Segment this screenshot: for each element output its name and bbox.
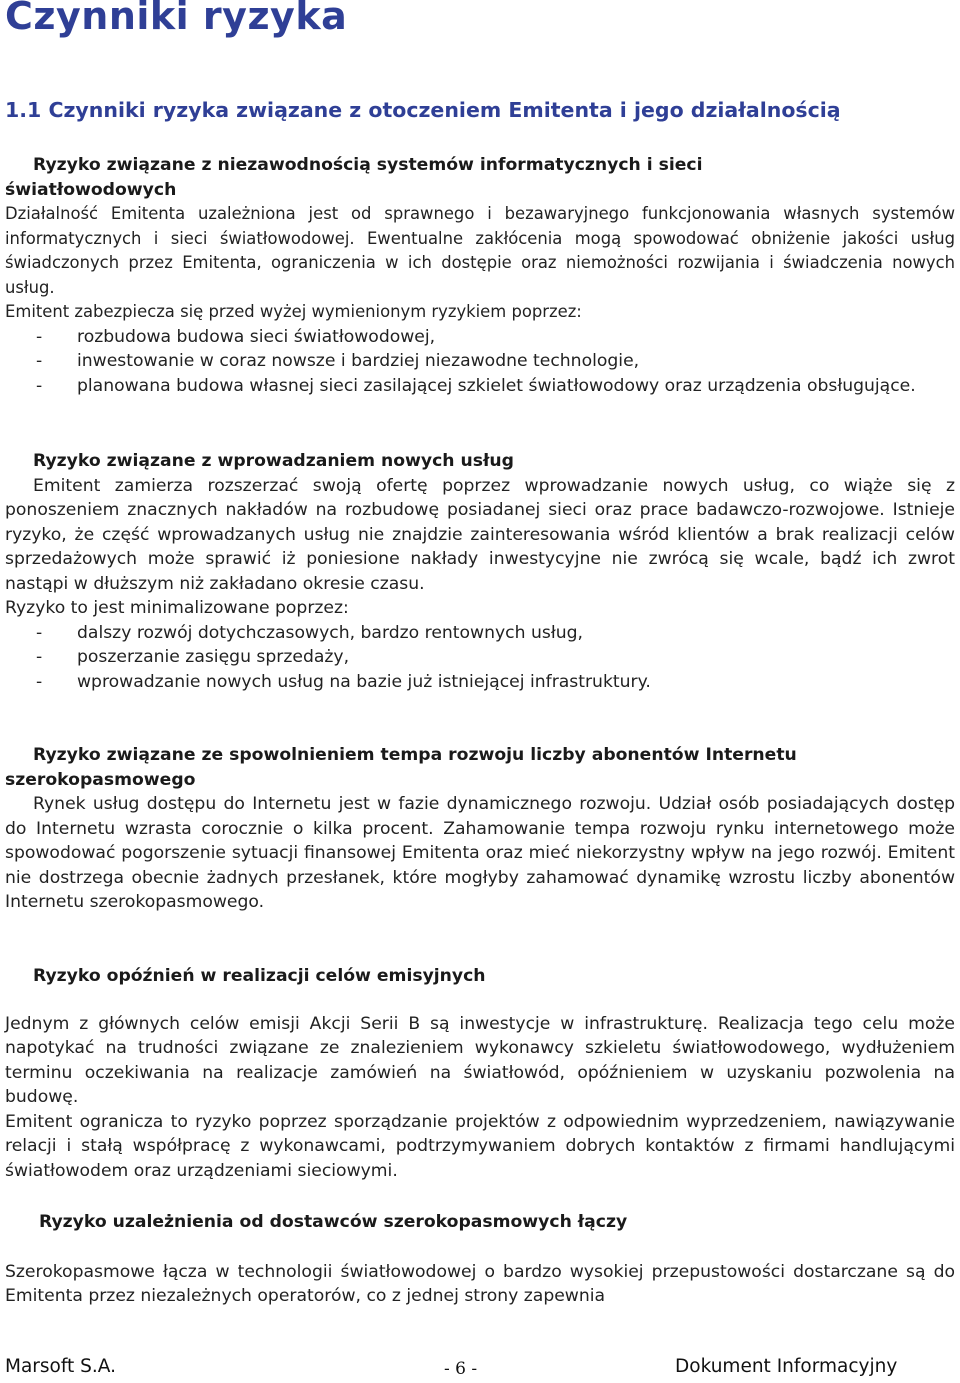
risk-section-issue-delays	[5, 964, 955, 1183]
paragraph: Jednym z głównych celów emisji Akcji Serii B są inwestycje w infrastrukturę. Realizacja tego celu może napotykać na trudności związane ze znalezieniem wykonawcy szkieletu światłowodowego, wydłużeniem terminu oczekiwania na realizacje zamówień na światłowód, opóźnieniem w uzyskaniu pozwolenia na budowę.	[5, 1013, 955, 1107]
list-item: - inwestowanie w coraz nowsze i bardziej niezawodne technologie,	[36, 351, 640, 371]
list-item: - dalszy rozwój dotychczasowych, bardzo rentownych usług,	[36, 622, 583, 643]
risk-heading: Ryzyko opóźnień w realizacji celów emisyjnych	[33, 966, 486, 986]
paragraph: Emitent zamierza rozszerzać swoją ofertę poprzez wprowadzanie nowych usług, co wiąże się z ponoszeniem znacznych nakładów na rozbudowę posiadanej sieci oraz prace badawczo-rozwojowe. Istnieje ryzyko, że część wprowadzanych usług nie znajdzie zainteresowania wśród klientów a brak realizacji celów sprzedażowych może sprawić iż poniesione nakłady inwestycyjne nie zwrócą się wcale, bądź ich zwrot nastąpi w dłuższym niż zakładano okresie czasu.	[5, 475, 955, 594]
risk-heading: Ryzyko związane ze spowolnieniem tempa rozwoju liczby abonentów Internetu szerokopasmowego	[5, 745, 797, 790]
risk-section-new-services	[5, 449, 955, 694]
risk-section-internet-growth	[5, 743, 955, 915]
list-item: - wprowadzanie nowych usług na bazie już istniejącej infrastruktury.	[36, 671, 651, 692]
risk-heading: Ryzyko związane z niezawodnością systemów informatycznych i sieci światłowodowych	[5, 155, 703, 200]
paragraph: Emitent zabezpiecza się przed wyżej wymienionym ryzykiem poprzez:	[5, 302, 582, 321]
section-title: 1.1 Czynniki ryzyka związane z otoczeniem Emitenta i jego działalnością	[5, 98, 841, 122]
list-item: - rozbudowa budowa sieci światłowodowej,	[36, 326, 436, 347]
risk-section-broadband-suppliers	[5, 1210, 955, 1309]
bullet-list	[5, 621, 955, 695]
paragraph: Rynek usług dostępu do Internetu jest w fazie dynamicznego rozwoju. Udział osób posiadających dostęp do Internetu wzrasta corocznie o kilka procent. Zahamowanie tempa rozwoju rynku internetowego może spowodować pogorszenie sytuacji finansowej Emitenta oraz mieć niekorzystny wpływ na jego rozwój. Emitent nie dostrzega obecnie żadnych przesłanek, które mogłyby zahamować dynamikę wzrostu liczby abonentów Internetu szerokopasmowego.	[5, 794, 955, 912]
footer-document-title: Dokument Informacyjny	[675, 1356, 898, 1377]
list-item: - planowana budowa własnej sieci zasilającej szkielet światłowodowy oraz urządzenia obsługujące.	[36, 375, 916, 396]
footer-page-number: - 6 -	[444, 1359, 478, 1379]
bullet-list	[5, 325, 955, 399]
footer-company: Marsoft S.A.	[5, 1356, 117, 1377]
paragraph: Działalność Emitenta uzależniona jest od sprawnego i bezawaryjnego funkcjonowania własnych systemów informatycznych i sieci światłowodowej. Ewentualne zakłócenia mogą spowodować obniżenie jakości usług świadczonych przez Emitenta, ograniczenia w ich dostępie oraz niemożności rozwijania i świadczenia nowych usług.	[5, 204, 955, 297]
chapter-title: Czynniki ryzyka	[5, 0, 348, 38]
risk-heading: Ryzyko związane z wprowadzaniem nowych usług	[33, 451, 514, 471]
paragraph: Szerokopasmowe łącza w technologii światłowodowej o bardzo wysokiej przepustowości dostarczane są do Emitenta przez niezależnych operatorów, co z jednej strony zapewnia	[5, 1261, 955, 1306]
paragraph: Ryzyko to jest minimalizowane poprzez:	[5, 598, 349, 618]
risk-section-it-systems	[5, 153, 955, 398]
list-item: - poszerzanie zasięgu sprzedaży,	[36, 647, 350, 667]
paragraph: Emitent ogranicza to ryzyko poprzez sporządzanie projektów z odpowiednim wyprzedzeniem, nawiązywanie relacji i stałą współpracę z wykonawcami, podtrzymywaniem dobrych kontaktów z firmami handlującymi światłowodem oraz urządzeniami sieciowymi.	[5, 1111, 955, 1181]
risk-heading: Ryzyko uzależnienia od dostawców szerokopasmowych łączy	[39, 1212, 628, 1232]
